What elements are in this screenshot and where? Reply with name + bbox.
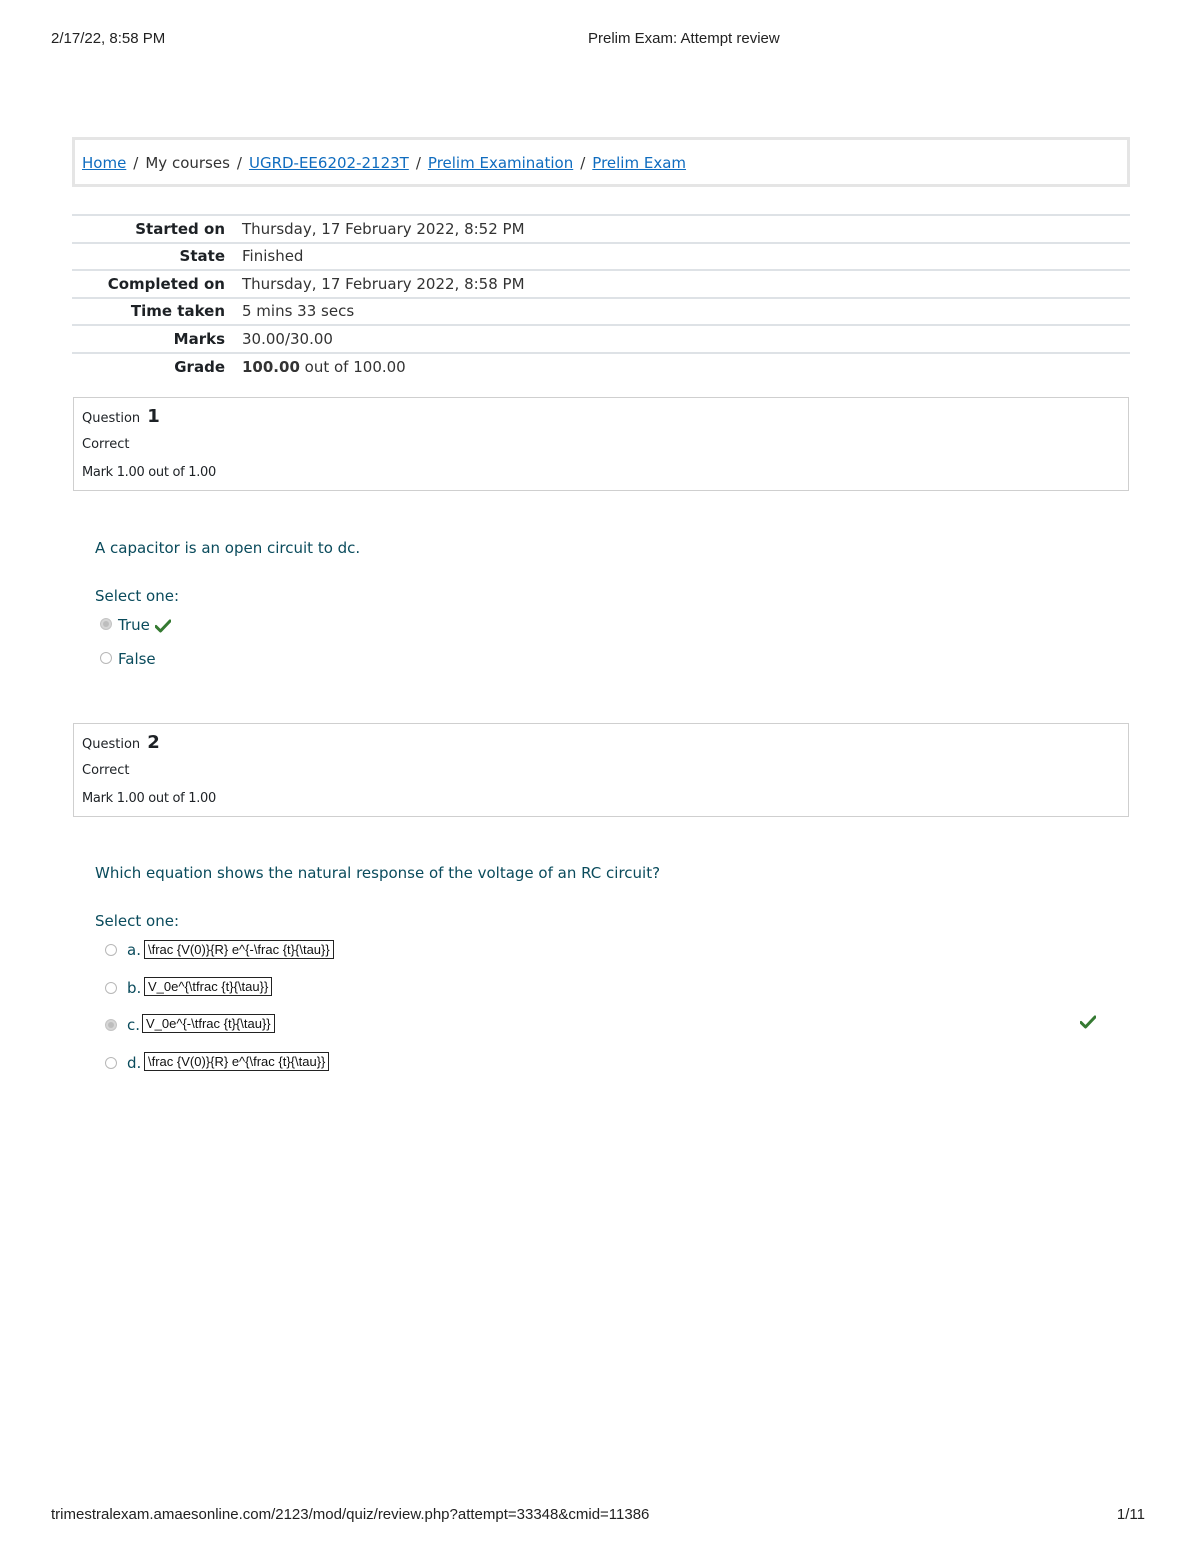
- summary-row-state: [72, 243, 1130, 271]
- question-state: Correct: [82, 437, 130, 452]
- question-label: Question: [82, 737, 141, 752]
- breadcrumb-home-link[interactable]: Home: [82, 154, 127, 172]
- answer-radio-a[interactable]: [105, 944, 117, 956]
- question-1-text: A capacitor is an open circuit to dc.: [95, 539, 361, 557]
- answer-radio-false[interactable]: [100, 652, 112, 664]
- question-2-text: Which equation shows the natural response of the voltage of an RC circuit?: [95, 864, 661, 882]
- summary-label: Marks: [72, 325, 242, 353]
- grade-out-of: out of 100.00: [304, 357, 406, 376]
- answer-radio-b[interactable]: [105, 982, 117, 994]
- breadcrumb-course-link[interactable]: UGRD-EE6202-2123T: [248, 154, 409, 172]
- print-date: 2/17/22, 8:58 PM: [51, 30, 166, 47]
- question-number-line: [82, 406, 160, 427]
- summary-row-completed: [72, 270, 1130, 298]
- answer-formula-a: \frac {V(0)}{R} e^{-\frac {t}{\tau}}: [144, 940, 334, 959]
- summary-row-grade: [72, 353, 1130, 381]
- summary-value: 30.00/30.00: [242, 325, 1130, 353]
- answer-formula-d: \frac {V(0)}{R} e^{\frac {t}{\tau}}: [144, 1052, 329, 1071]
- answer-label-false: False: [118, 650, 156, 668]
- summary-label: State: [72, 243, 242, 271]
- summary-value: Finished: [242, 243, 1130, 271]
- answer-letter-d: d.: [127, 1054, 142, 1072]
- summary-value: Thursday, 17 February 2022, 8:52 PM: [242, 215, 1130, 243]
- summary-label: Time taken: [72, 298, 242, 326]
- answer-radio-c[interactable]: [105, 1019, 117, 1031]
- question-2-prompt: Select one:: [95, 912, 180, 930]
- breadcrumb-separator: /: [133, 154, 139, 172]
- breadcrumb-section-link[interactable]: Prelim Examination: [427, 154, 574, 172]
- summary-row-time-taken: [72, 298, 1130, 326]
- correct-check-icon: [1080, 1015, 1096, 1029]
- print-url: trimestralexam.amaesonline.com/2123/mod/quiz/review.php?attempt=33348&cmid=11386: [51, 1506, 650, 1523]
- correct-check-icon: [155, 619, 171, 633]
- breadcrumb: [82, 154, 686, 172]
- question-number: 2: [147, 732, 160, 753]
- question-state: Correct: [82, 763, 130, 778]
- print-page-number: 1/11: [1116, 1506, 1145, 1523]
- breadcrumb-quiz-link[interactable]: Prelim Exam: [592, 154, 687, 172]
- breadcrumb-my-courses: My courses: [145, 154, 230, 172]
- answer-formula-b: V_0e^{\tfrac {t}{\tau}}: [144, 977, 272, 996]
- breadcrumb-separator: /: [415, 154, 421, 172]
- summary-value: [242, 353, 1130, 381]
- breadcrumb-container: [72, 137, 1130, 187]
- breadcrumb-separator: /: [236, 154, 242, 172]
- question-grade: Mark 1.00 out of 1.00: [82, 465, 216, 480]
- summary-label: Started on: [72, 215, 242, 243]
- summary-label: Completed on: [72, 270, 242, 298]
- question-grade: Mark 1.00 out of 1.00: [82, 791, 216, 806]
- question-2-info: [73, 723, 1129, 817]
- question-number: 1: [147, 406, 160, 427]
- print-title: Prelim Exam: Attempt review: [588, 30, 780, 47]
- answer-letter-a: a.: [127, 941, 141, 959]
- answer-formula-c: V_0e^{-\tfrac {t}{\tau}}: [142, 1014, 275, 1033]
- breadcrumb-separator: /: [580, 154, 586, 172]
- summary-row-marks: [72, 325, 1130, 353]
- question-label: Question: [82, 411, 141, 426]
- question-1-prompt: Select one:: [95, 587, 180, 605]
- question-1-info: [73, 397, 1129, 491]
- answer-letter-c: c.: [127, 1016, 141, 1034]
- summary-row-started: [72, 215, 1130, 243]
- summary-value: Thursday, 17 February 2022, 8:58 PM: [242, 270, 1130, 298]
- summary-label: Grade: [72, 353, 242, 381]
- summary-value: 5 mins 33 secs: [242, 298, 1130, 326]
- attempt-summary-table: [72, 214, 1130, 380]
- answer-label-true: True: [118, 616, 150, 634]
- answer-radio-true[interactable]: [100, 618, 112, 630]
- answer-radio-d[interactable]: [105, 1057, 117, 1069]
- grade-value: 100.00: [242, 357, 300, 376]
- question-number-line: [82, 732, 160, 753]
- answer-letter-b: b.: [127, 979, 142, 997]
